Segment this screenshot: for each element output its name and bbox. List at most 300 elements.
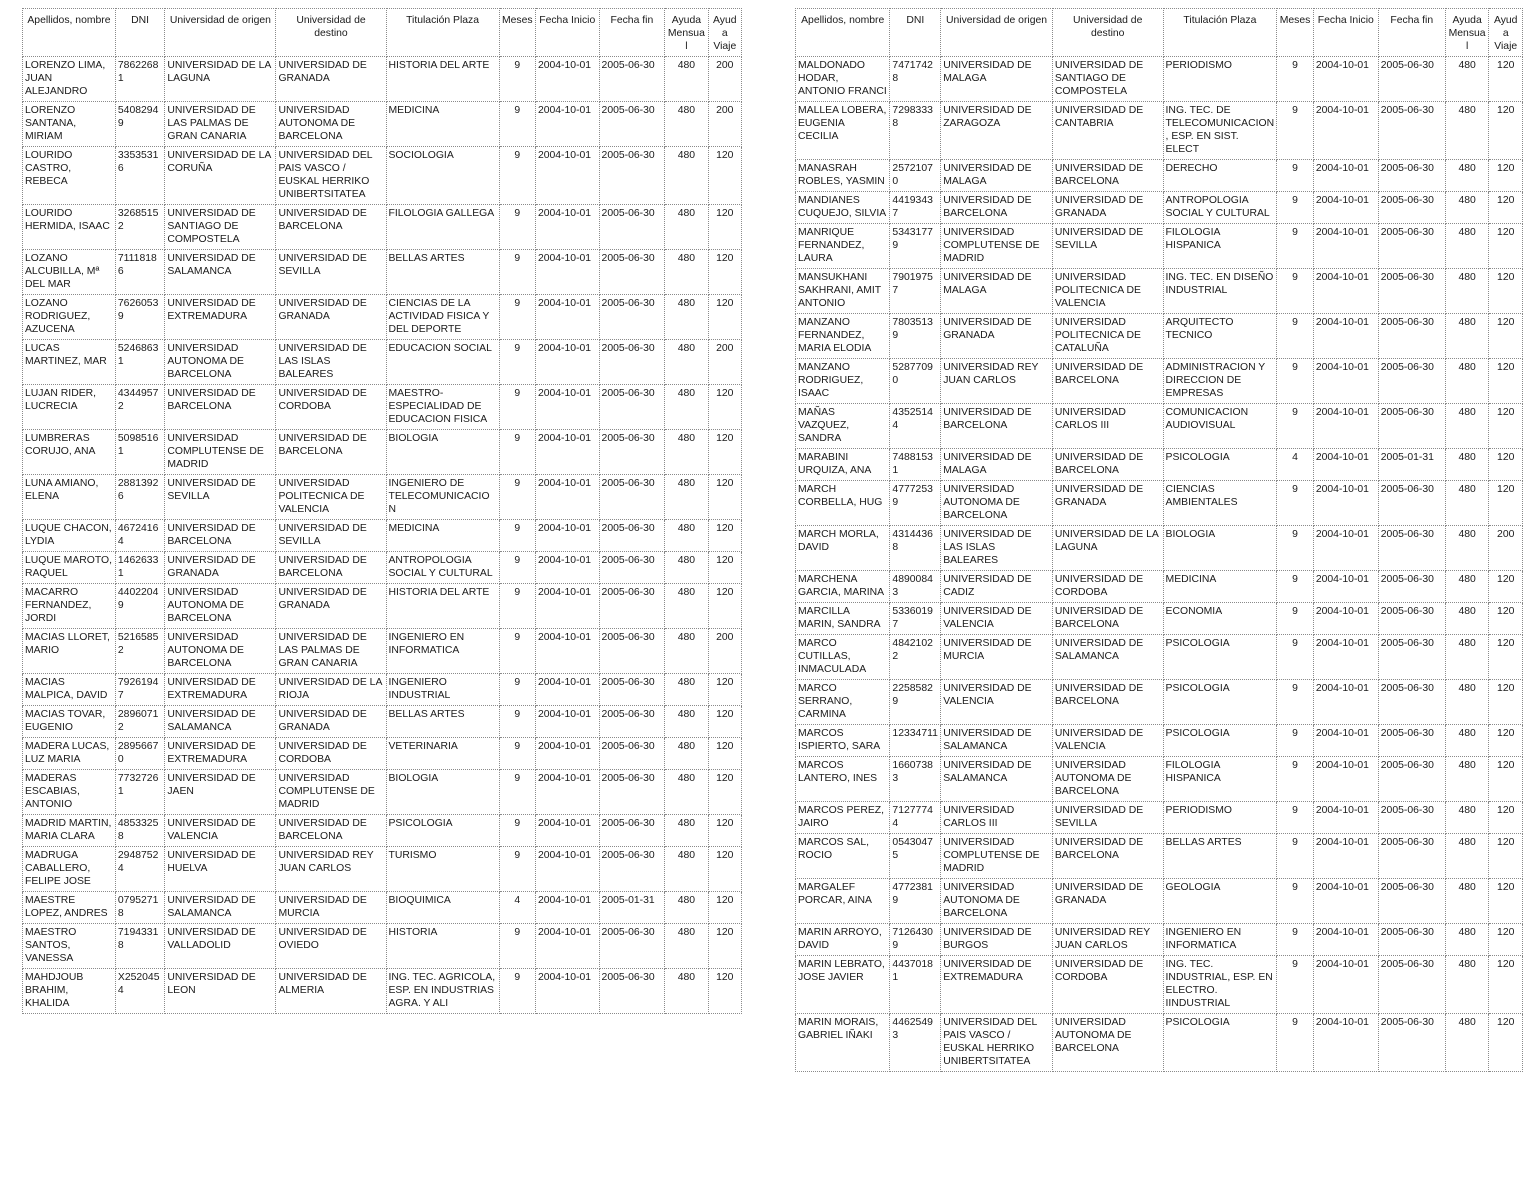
table-row [796, 725, 1523, 757]
end-date-cell: 2005-06-30 [599, 250, 665, 295]
dni-cell: 76260539 [115, 295, 164, 340]
destination-university-cell: UNIVERSIDAD DE BARCELONA [276, 205, 386, 250]
column-header-end-date: Fecha fin [1378, 9, 1445, 57]
degree-cell: ING. TEC. AGRICOLA, ESP. EN INDUSTRIAS AGRA. Y ALI [386, 969, 499, 1014]
start-date-cell: 2004-10-01 [535, 924, 599, 969]
origin-university-cell: UNIVERSIDAD REY JUAN CARLOS [941, 359, 1053, 404]
column-header-months: Meses [499, 9, 535, 57]
dni-cell: 72983338 [890, 102, 941, 160]
months-cell: 9 [499, 770, 535, 815]
dni-cell: 47723819 [890, 879, 941, 924]
name-cell: MALDONADO HODAR, ANTONIO FRANCI [796, 57, 890, 102]
months-cell: 9 [499, 147, 535, 205]
name-cell: MACIAS TOVAR, EUGENIO [23, 706, 116, 738]
name-cell: MANZANO RODRIGUEZ, ISAAC [796, 359, 890, 404]
dni-cell: 12334711 [890, 725, 941, 757]
destination-university-cell: UNIVERSIDAD DE MURCIA [276, 892, 386, 924]
travel-aid-cell: 200 [708, 102, 741, 147]
degree-cell: ING. TEC. EN DISEÑO INDUSTRIAL [1163, 269, 1277, 314]
months-cell: 9 [1277, 725, 1314, 757]
table-row [23, 815, 742, 847]
destination-university-cell: UNIVERSIDAD DEL PAIS VASCO / EUSKAL HERRIKO UNIBERTSITATEA [276, 147, 386, 205]
origin-university-cell: UNIVERSIDAD DE SALAMANCA [165, 250, 276, 295]
months-cell: 9 [499, 340, 535, 385]
origin-university-cell: UNIVERSIDAD DE GRANADA [165, 552, 276, 584]
start-date-cell: 2004-10-01 [1313, 481, 1378, 526]
column-header-monthly-aid: Ayuda Mensual [665, 9, 708, 57]
travel-aid-cell: 120 [1489, 102, 1523, 160]
destination-university-cell: UNIVERSIDAD REY JUAN CARLOS [276, 847, 386, 892]
name-cell: MARCHENA GARCIA, MARINA [796, 571, 890, 603]
start-date-cell: 2004-10-01 [1313, 680, 1378, 725]
monthly-aid-cell: 480 [1445, 571, 1489, 603]
end-date-cell: 2005-06-30 [599, 385, 665, 430]
months-cell: 9 [499, 847, 535, 892]
monthly-aid-cell: 480 [1445, 603, 1489, 635]
name-cell: LUNA AMIANO, ELENA [23, 475, 116, 520]
months-cell: 9 [499, 584, 535, 629]
months-cell: 9 [499, 250, 535, 295]
dni-cell: 29487524 [115, 847, 164, 892]
degree-cell: EDUCACION SOCIAL [386, 340, 499, 385]
table-row [796, 224, 1523, 269]
name-cell: LOURIDO CASTRO, REBECA [23, 147, 116, 205]
monthly-aid-cell: 480 [1445, 526, 1489, 571]
dni-cell: 28956670 [115, 738, 164, 770]
start-date-cell: 2004-10-01 [1313, 924, 1378, 956]
travel-aid-cell: 120 [708, 924, 741, 969]
column-header-destination-university: Universidad de destino [276, 9, 386, 57]
degree-cell: CIENCIAS DE LA ACTIVIDAD FISICA Y DEL DEPORTE [386, 295, 499, 340]
name-cell: MACIAS MALPICA, DAVID [23, 674, 116, 706]
start-date-cell: 2004-10-01 [1313, 359, 1378, 404]
dni-cell: 50985161 [115, 430, 164, 475]
travel-aid-cell: 120 [1489, 1014, 1523, 1072]
dni-cell: 46724164 [115, 520, 164, 552]
dni-cell: 14626331 [115, 552, 164, 584]
name-cell: LUJAN RIDER, LUCRECIA [23, 385, 116, 430]
degree-cell: VETERINARIA [386, 738, 499, 770]
left-table-body [23, 57, 742, 1014]
dni-cell: 71277744 [890, 802, 941, 834]
start-date-cell: 2004-10-01 [1313, 757, 1378, 802]
name-cell: MACARRO FERNANDEZ, JORDI [23, 584, 116, 629]
degree-cell: GEOLOGIA [1163, 879, 1277, 924]
end-date-cell: 2005-06-30 [599, 815, 665, 847]
monthly-aid-cell: 480 [665, 295, 708, 340]
monthly-aid-cell: 480 [665, 57, 708, 102]
end-date-cell: 2005-06-30 [599, 475, 665, 520]
end-date-cell: 2005-06-30 [599, 147, 665, 205]
table-row [23, 924, 742, 969]
dni-cell: 53431779 [890, 224, 941, 269]
travel-aid-cell: 120 [708, 584, 741, 629]
origin-university-cell: UNIVERSIDAD DE ZARAGOZA [941, 102, 1053, 160]
months-cell: 9 [499, 706, 535, 738]
start-date-cell: 2004-10-01 [1313, 1014, 1378, 1072]
table-row [23, 520, 742, 552]
origin-university-cell: UNIVERSIDAD DE SALAMANCA [941, 757, 1053, 802]
table-row [23, 738, 742, 770]
destination-university-cell: UNIVERSIDAD DE CORDOBA [1052, 571, 1163, 603]
column-header-degree: Titulación Plaza [386, 9, 499, 57]
travel-aid-cell: 120 [1489, 160, 1523, 192]
origin-university-cell: UNIVERSIDAD DE LEON [165, 969, 276, 1014]
end-date-cell: 2005-06-30 [1378, 224, 1445, 269]
travel-aid-cell: 200 [1489, 526, 1523, 571]
destination-university-cell: UNIVERSIDAD DE LA RIOJA [276, 674, 386, 706]
travel-aid-cell: 120 [708, 847, 741, 892]
degree-cell: BELLAS ARTES [386, 706, 499, 738]
left-page [22, 8, 742, 1014]
table-row [23, 969, 742, 1014]
end-date-cell: 2005-06-30 [599, 969, 665, 1014]
months-cell: 9 [499, 629, 535, 674]
destination-university-cell: UNIVERSIDAD CARLOS III [1052, 404, 1163, 449]
months-cell: 9 [1277, 359, 1314, 404]
table-row [23, 475, 742, 520]
end-date-cell: 2005-06-30 [599, 552, 665, 584]
destination-university-cell: UNIVERSIDAD DE LAS PALMAS DE GRAN CANARIA [276, 629, 386, 674]
name-cell: MARCOS PEREZ, JAIRO [796, 802, 890, 834]
monthly-aid-cell: 480 [1445, 879, 1489, 924]
origin-university-cell: UNIVERSIDAD DE JAEN [165, 770, 276, 815]
name-cell: MARIN ARROYO, DAVID [796, 924, 890, 956]
monthly-aid-cell: 480 [1445, 224, 1489, 269]
table-row [23, 770, 742, 815]
start-date-cell: 2004-10-01 [1313, 725, 1378, 757]
dni-cell: 43525144 [890, 404, 941, 449]
origin-university-cell: UNIVERSIDAD DE LAS PALMAS DE GRAN CANARIA [165, 102, 276, 147]
degree-cell: BIOLOGIA [386, 430, 499, 475]
column-header-name: Apellidos, nombre [23, 9, 116, 57]
degree-cell: BIOLOGIA [386, 770, 499, 815]
start-date-cell: 2004-10-01 [1313, 404, 1378, 449]
degree-cell: INGENIERO EN INFORMATICA [386, 629, 499, 674]
start-date-cell: 2004-10-01 [535, 250, 599, 295]
origin-university-cell: UNIVERSIDAD DE LAS ISLAS BALEARES [941, 526, 1053, 571]
origin-university-cell: UNIVERSIDAD DE VALENCIA [941, 603, 1053, 635]
name-cell: MARGALEF PORCAR, AINA [796, 879, 890, 924]
end-date-cell: 2005-06-30 [599, 674, 665, 706]
months-cell: 4 [499, 892, 535, 924]
start-date-cell: 2004-10-01 [535, 295, 599, 340]
travel-aid-cell: 120 [1489, 404, 1523, 449]
destination-university-cell: UNIVERSIDAD DE GRANADA [1052, 879, 1163, 924]
monthly-aid-cell: 480 [665, 552, 708, 584]
degree-cell: MEDICINA [386, 520, 499, 552]
origin-university-cell: UNIVERSIDAD DE VALENCIA [941, 680, 1053, 725]
end-date-cell: 2005-06-30 [1378, 314, 1445, 359]
dni-cell: 33535316 [115, 147, 164, 205]
table-row [796, 526, 1523, 571]
end-date-cell: 2005-06-30 [1378, 359, 1445, 404]
column-header-end-date: Fecha fin [599, 9, 665, 57]
table-row [796, 192, 1523, 224]
dni-cell: 22585829 [890, 680, 941, 725]
name-cell: MARCOS LANTERO, INES [796, 757, 890, 802]
start-date-cell: 2004-10-01 [535, 205, 599, 250]
origin-university-cell: UNIVERSIDAD DE HUELVA [165, 847, 276, 892]
start-date-cell: 2004-10-01 [1313, 956, 1378, 1014]
name-cell: MADRUGA CABALLERO, FELIPE JOSE [23, 847, 116, 892]
origin-university-cell: UNIVERSIDAD DE MURCIA [941, 635, 1053, 680]
months-cell: 9 [1277, 802, 1314, 834]
dni-cell: 78622681 [115, 57, 164, 102]
travel-aid-cell: 120 [708, 385, 741, 430]
monthly-aid-cell: 480 [665, 674, 708, 706]
travel-aid-cell: 120 [708, 969, 741, 1014]
degree-cell: ARQUITECTO TECNICO [1163, 314, 1277, 359]
origin-university-cell: UNIVERSIDAD DE BURGOS [941, 924, 1053, 956]
months-cell: 9 [1277, 224, 1314, 269]
months-cell: 9 [499, 924, 535, 969]
months-cell: 9 [499, 552, 535, 584]
end-date-cell: 2005-06-30 [599, 205, 665, 250]
end-date-cell: 2005-06-30 [1378, 269, 1445, 314]
travel-aid-cell: 120 [1489, 269, 1523, 314]
degree-cell: BIOLOGIA [1163, 526, 1277, 571]
degree-cell: PSICOLOGIA [1163, 449, 1277, 481]
travel-aid-cell: 120 [1489, 802, 1523, 834]
monthly-aid-cell: 480 [665, 340, 708, 385]
months-cell: 9 [499, 385, 535, 430]
name-cell: MACIAS LLORET, MARIO [23, 629, 116, 674]
origin-university-cell: UNIVERSIDAD DE SEVILLA [165, 475, 276, 520]
name-cell: LOZANO ALCUBILLA, Mª DEL MAR [23, 250, 116, 295]
start-date-cell: 2004-10-01 [1313, 160, 1378, 192]
table-row [23, 847, 742, 892]
months-cell: 9 [1277, 269, 1314, 314]
destination-university-cell: UNIVERSIDAD DE SEVILLA [276, 520, 386, 552]
travel-aid-cell: 120 [1489, 314, 1523, 359]
monthly-aid-cell: 480 [665, 629, 708, 674]
origin-university-cell: UNIVERSIDAD DE MALAGA [941, 449, 1053, 481]
origin-university-cell: UNIVERSIDAD DE VALLADOLID [165, 924, 276, 969]
destination-university-cell: UNIVERSIDAD DE SALAMANCA [1052, 635, 1163, 680]
dni-cell: X2520454 [115, 969, 164, 1014]
name-cell: MARCILLA MARIN, SANDRA [796, 603, 890, 635]
monthly-aid-cell: 480 [665, 102, 708, 147]
monthly-aid-cell: 480 [665, 892, 708, 924]
destination-university-cell: UNIVERSIDAD DE BARCELONA [1052, 359, 1163, 404]
months-cell: 9 [1277, 102, 1314, 160]
left-scholarship-table [22, 8, 742, 1014]
months-cell: 9 [1277, 1014, 1314, 1072]
origin-university-cell: UNIVERSIDAD DE SALAMANCA [165, 706, 276, 738]
table-row [23, 629, 742, 674]
dni-cell: 16607383 [890, 757, 941, 802]
dni-cell: 79261947 [115, 674, 164, 706]
end-date-cell: 2005-06-30 [1378, 192, 1445, 224]
end-date-cell: 2005-06-30 [1378, 725, 1445, 757]
end-date-cell: 2005-06-30 [1378, 404, 1445, 449]
end-date-cell: 2005-01-31 [1378, 449, 1445, 481]
column-header-travel-aid: Ayuda Viaje [1489, 9, 1523, 57]
dni-cell: 44022049 [115, 584, 164, 629]
destination-university-cell: UNIVERSIDAD DE GRANADA [276, 584, 386, 629]
degree-cell: PERIODISMO [1163, 802, 1277, 834]
degree-cell: BIOQUIMICA [386, 892, 499, 924]
dni-cell: 28813926 [115, 475, 164, 520]
end-date-cell: 2005-06-30 [1378, 956, 1445, 1014]
table-row [796, 314, 1523, 359]
name-cell: MAÑAS VAZQUEZ, SANDRA [796, 404, 890, 449]
monthly-aid-cell: 480 [665, 584, 708, 629]
name-cell: LUCAS MARTINEZ, MAR [23, 340, 116, 385]
column-header-degree: Titulación Plaza [1163, 9, 1277, 57]
name-cell: LOZANO RODRIGUEZ, AZUCENA [23, 295, 116, 340]
start-date-cell: 2004-10-01 [535, 57, 599, 102]
monthly-aid-cell: 480 [665, 147, 708, 205]
travel-aid-cell: 120 [708, 205, 741, 250]
destination-university-cell: UNIVERSIDAD DE BARCELONA [1052, 449, 1163, 481]
start-date-cell: 2004-10-01 [535, 847, 599, 892]
column-header-monthly-aid: Ayuda Mensual [1445, 9, 1489, 57]
name-cell: LUQUE CHACON, LYDIA [23, 520, 116, 552]
origin-university-cell: UNIVERSIDAD DE EXTREMADURA [165, 738, 276, 770]
dni-cell: 54082949 [115, 102, 164, 147]
table-row [23, 552, 742, 584]
start-date-cell: 2004-10-01 [535, 102, 599, 147]
end-date-cell: 2005-06-30 [599, 847, 665, 892]
dni-cell: 52165852 [115, 629, 164, 674]
table-row [23, 340, 742, 385]
name-cell: MARCH CORBELLA, HUG [796, 481, 890, 526]
destination-university-cell: UNIVERSIDAD DE CANTABRIA [1052, 102, 1163, 160]
origin-university-cell: UNIVERSIDAD DE MALAGA [941, 269, 1053, 314]
origin-university-cell: UNIVERSIDAD DE MALAGA [941, 160, 1053, 192]
degree-cell: MEDICINA [1163, 571, 1277, 603]
name-cell: LORENZO SANTANA, MIRIAM [23, 102, 116, 147]
name-cell: MADRID MARTIN, MARIA CLARA [23, 815, 116, 847]
table-row [796, 57, 1523, 102]
end-date-cell: 2005-06-30 [1378, 635, 1445, 680]
degree-cell: ING. TEC. INDUSTRIAL, ESP. EN ELECTRO. IINDUSTRIAL [1163, 956, 1277, 1014]
travel-aid-cell: 120 [708, 552, 741, 584]
start-date-cell: 2004-10-01 [1313, 834, 1378, 879]
name-cell: MANSUKHANI SAKHRANI, AMIT ANTONIO [796, 269, 890, 314]
dni-cell: 44193437 [890, 192, 941, 224]
end-date-cell: 2005-06-30 [599, 102, 665, 147]
dni-cell: 71264309 [890, 924, 941, 956]
name-cell: MADERAS ESCABIAS, ANTONIO [23, 770, 116, 815]
end-date-cell: 2005-06-30 [1378, 680, 1445, 725]
months-cell: 9 [1277, 526, 1314, 571]
travel-aid-cell: 120 [1489, 956, 1523, 1014]
months-cell: 9 [1277, 924, 1314, 956]
origin-university-cell: UNIVERSIDAD DE EXTREMADURA [165, 295, 276, 340]
start-date-cell: 2004-10-01 [535, 770, 599, 815]
degree-cell: TURISMO [386, 847, 499, 892]
origin-university-cell: UNIVERSIDAD DE MALAGA [941, 57, 1053, 102]
table-row [23, 584, 742, 629]
origin-university-cell: UNIVERSIDAD DE BARCELONA [165, 520, 276, 552]
degree-cell: PSICOLOGIA [386, 815, 499, 847]
monthly-aid-cell: 480 [665, 924, 708, 969]
dni-cell: 71118186 [115, 250, 164, 295]
monthly-aid-cell: 480 [665, 520, 708, 552]
dni-cell: 74717428 [890, 57, 941, 102]
travel-aid-cell: 120 [1489, 571, 1523, 603]
months-cell: 9 [1277, 404, 1314, 449]
start-date-cell: 2004-10-01 [1313, 879, 1378, 924]
degree-cell: INGENIERO EN INFORMATICA [1163, 924, 1277, 956]
destination-university-cell: UNIVERSIDAD AUTONOMA DE BARCELONA [276, 102, 386, 147]
table-row [796, 635, 1523, 680]
dni-cell: 43449572 [115, 385, 164, 430]
degree-cell: FILOLOGIA GALLEGA [386, 205, 499, 250]
start-date-cell: 2004-10-01 [535, 706, 599, 738]
start-date-cell: 2004-10-01 [535, 738, 599, 770]
end-date-cell: 2005-06-30 [1378, 834, 1445, 879]
degree-cell: CIENCIAS AMBIENTALES [1163, 481, 1277, 526]
end-date-cell: 2005-06-30 [1378, 603, 1445, 635]
name-cell: MANASRAH ROBLES, YASMIN [796, 160, 890, 192]
dni-cell: 05430475 [890, 834, 941, 879]
name-cell: MADERA LUCAS, LUZ MARIA [23, 738, 116, 770]
travel-aid-cell: 120 [708, 770, 741, 815]
degree-cell: PSICOLOGIA [1163, 1014, 1277, 1072]
monthly-aid-cell: 480 [1445, 680, 1489, 725]
column-header-start-date: Fecha Inicio [535, 9, 599, 57]
table-row [796, 404, 1523, 449]
monthly-aid-cell: 480 [1445, 802, 1489, 834]
dni-cell: 53360197 [890, 603, 941, 635]
right-scholarship-table [795, 8, 1523, 1072]
monthly-aid-cell: 480 [1445, 834, 1489, 879]
origin-university-cell: UNIVERSIDAD DE EXTREMADURA [165, 674, 276, 706]
dni-cell: 32685152 [115, 205, 164, 250]
table-row [796, 481, 1523, 526]
degree-cell: ANTROPOLOGIA SOCIAL Y CULTURAL [1163, 192, 1277, 224]
monthly-aid-cell: 480 [1445, 359, 1489, 404]
months-cell: 9 [1277, 879, 1314, 924]
months-cell: 9 [1277, 603, 1314, 635]
travel-aid-cell: 120 [1489, 879, 1523, 924]
end-date-cell: 2005-06-30 [1378, 879, 1445, 924]
monthly-aid-cell: 480 [1445, 924, 1489, 956]
destination-university-cell: UNIVERSIDAD DE SEVILLA [1052, 224, 1163, 269]
start-date-cell: 2004-10-01 [1313, 449, 1378, 481]
table-row [796, 802, 1523, 834]
origin-university-cell: UNIVERSIDAD AUTONOMA DE BARCELONA [165, 584, 276, 629]
months-cell: 9 [1277, 57, 1314, 102]
table-row [796, 1014, 1523, 1072]
column-header-origin-university: Universidad de origen [941, 9, 1053, 57]
travel-aid-cell: 200 [708, 629, 741, 674]
months-cell: 9 [1277, 571, 1314, 603]
destination-university-cell: UNIVERSIDAD DE BARCELONA [1052, 160, 1163, 192]
months-cell: 9 [1277, 635, 1314, 680]
destination-university-cell: UNIVERSIDAD AUTONOMA DE BARCELONA [1052, 757, 1163, 802]
degree-cell: BELLAS ARTES [1163, 834, 1277, 879]
dni-cell: 07952718 [115, 892, 164, 924]
end-date-cell: 2005-06-30 [1378, 57, 1445, 102]
degree-cell: PSICOLOGIA [1163, 680, 1277, 725]
dni-cell: 52468631 [115, 340, 164, 385]
header-row [23, 9, 742, 57]
travel-aid-cell: 120 [1489, 757, 1523, 802]
table-row [796, 160, 1523, 192]
months-cell: 9 [499, 520, 535, 552]
table-row [796, 571, 1523, 603]
dni-cell: 43144368 [890, 526, 941, 571]
months-cell: 9 [1277, 314, 1314, 359]
name-cell: LOURIDO HERMIDA, ISAAC [23, 205, 116, 250]
origin-university-cell: UNIVERSIDAD DE GRANADA [941, 314, 1053, 359]
origin-university-cell: UNIVERSIDAD AUTONOMA DE BARCELONA [165, 340, 276, 385]
